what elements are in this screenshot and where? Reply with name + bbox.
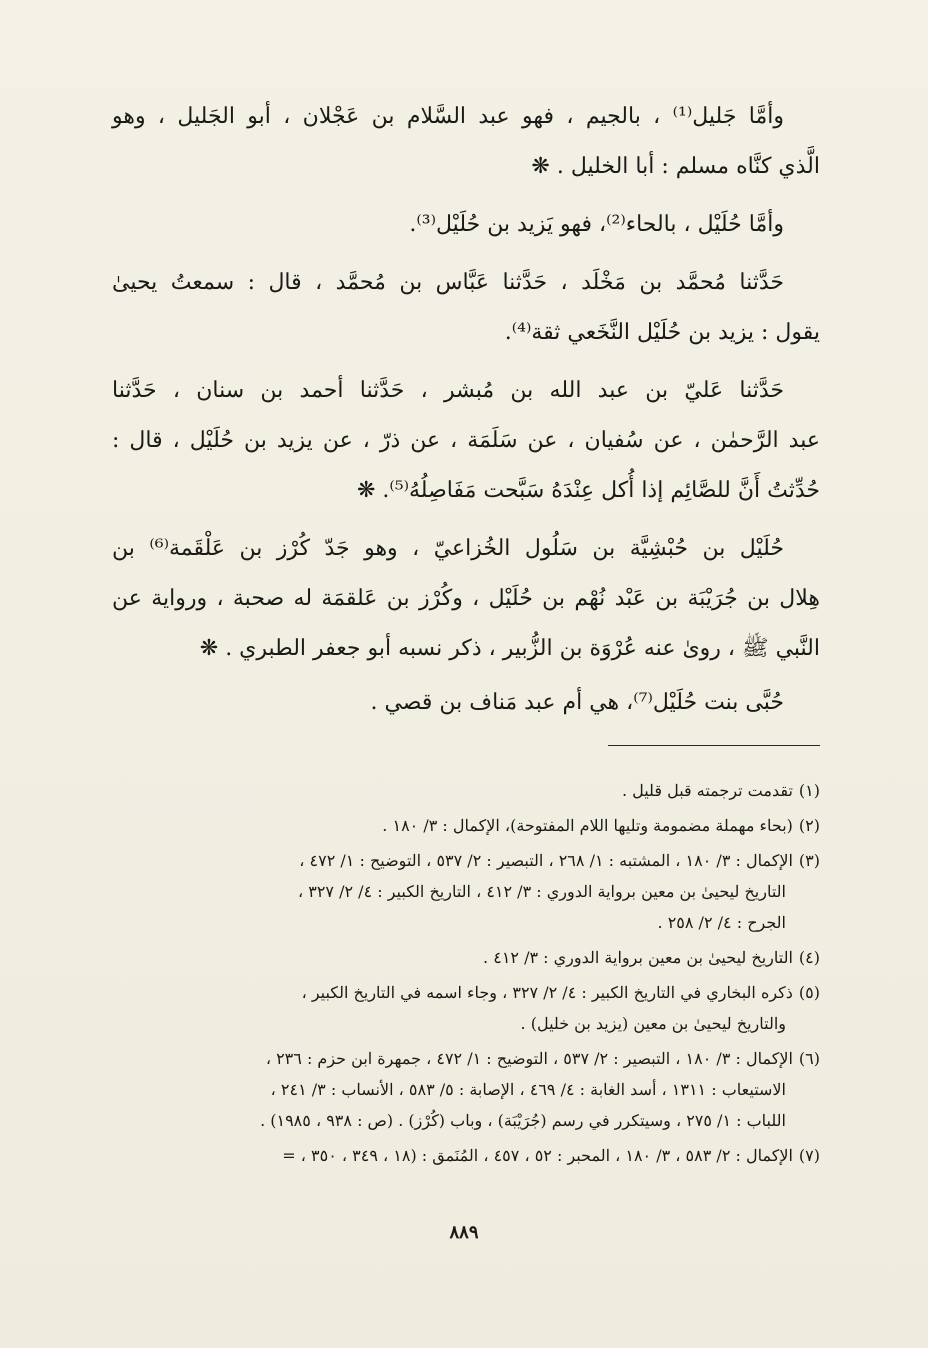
footnote-1	[112, 775, 820, 806]
footnote-text: التاريخ ليحيىٰ بن معين برواية الدوري : ٣/ ٤١٢ .	[483, 948, 793, 967]
footnote-number: (٤)	[798, 948, 820, 967]
footnote-number: (٣)	[798, 851, 820, 870]
footnote-divider	[608, 745, 820, 746]
footnote-number: (٧)	[798, 1146, 820, 1165]
footnote-3	[112, 845, 820, 938]
footnote-number: (٦)	[798, 1049, 820, 1068]
text-line: وأمَّا حُلَيْل ، بالحاء⁽²⁾، فهو يَزيد بن حُلَيْل⁽³⁾.	[409, 212, 784, 237]
paragraph-hulayl-bin-hubshiyya	[112, 524, 820, 674]
main-text	[112, 92, 820, 732]
paragraph-hadith-2	[112, 366, 820, 516]
footnote-text: والتاريخ ليحيىٰ بن معين (يزيد بن خليل) .	[520, 1014, 786, 1033]
footnote-2	[112, 810, 820, 841]
footnote-7	[112, 1140, 820, 1171]
footnote-number: (١)	[798, 781, 820, 800]
text-line: حُلَيْل بن حُبْشِيَّة بن سَلُول الخُزاعيّ ، وهو جَدّ كُرْز بن عَلْقَمة⁽⁶⁾ بن	[112, 536, 784, 561]
footnote-text: اللباب : ١/ ٢٧٥ ، وسيتكرر في رسم (جُرَيْبَة) ، وباب (كُرْز) . (ص : ٩٣٨ ، ١٩٨٥) .	[260, 1111, 786, 1130]
text-line: عبد الرَّحمٰن ، عن سُفيان ، عن سَلَمَة ، عن ذرّ ، عن يزيد بن حُلَيْل ، قال :	[112, 428, 820, 453]
footnote-text: الإكمال : ٣/ ١٨٠ ، التبصير : ٢/ ٥٣٧ ، التوضيح : ١/ ٤٧٢ ، جمهرة ابن حزم : ٢٣٦ ،	[265, 1049, 793, 1068]
footnote-text: الإكمال : ٣/ ١٨٠ ، المشتبه : ١/ ٢٦٨ ، التبصير : ٢/ ٥٣٧ ، التوضيح : ١/ ٤٧٢ ،	[299, 851, 793, 870]
text-line: حَدَّثنا عَليّ بن عبد الله بن مُبشر ، حَدَّثنا أحمد بن سنان ، حَدَّثنا	[112, 378, 784, 403]
text-line: الَّذي كنَّاه مسلم : أبا الخليل . ❋	[531, 154, 820, 179]
footnote-text: ذكره البخاري في التاريخ الكبير : ٤/ ٢/ ٣٢٧ ، وجاء اسمه في التاريخ الكبير ،	[301, 983, 793, 1002]
footnote-4	[112, 942, 820, 973]
text-line: يقول : يزيد بن حُلَيْل النَّخَعي ثقة⁽⁴⁾.	[504, 320, 820, 345]
text-line: هِلال بن جُرَيْبَة بن عَبْد نُهْم بن حُلَيْل ، وكُرْز بن عَلقمَة له صحبة ، ورواية عن	[112, 586, 820, 611]
footnotes	[112, 775, 820, 1175]
footnote-text: (بحاء مهملة مضمومة وتليها اللام المفتوحة)، الإكمال : ٣/ ١٨٠ .	[382, 816, 793, 835]
footnote-number: (٥)	[798, 983, 820, 1002]
text-line: النَّبي ﷺ ، روىٰ عنه عُرْوَة بن الزُّبير ، ذكر نسبه أبو جعفر الطبري . ❋	[199, 636, 820, 661]
footnote-text: التاريخ ليحيىٰ بن معين برواية الدوري : ٣/ ٤١٢ ، التاريخ الكبير : ٤/ ٢/ ٣٢٧ ،	[297, 882, 786, 901]
footnote-6	[112, 1043, 820, 1136]
text-line: حَدَّثنا مُحمَّد بن مَخْلَد ، حَدَّثنا عَبَّاس بن مُحمَّد ، قال : سمعتُ يحيىٰ	[112, 270, 784, 295]
footnote-text: الاستيعاب : ١٣١١ ، أسد الغابة : ٤/ ٤٦٩ ، الإصابة : ٥/ ٥٨٣ ، الأنساب : ٣/ ٢٤١ ،	[270, 1080, 786, 1099]
footnote-number: (٢)	[798, 816, 820, 835]
text-line: حُدِّثتُ أَنَّ للصَّائِم إذا أُكل عِنْدَهُ سَبَّحت مَفَاصِلُهُ⁽⁵⁾. ❋	[356, 478, 820, 503]
footnote-text: تقدمت ترجمته قبل قليل .	[621, 781, 793, 800]
paragraph-hadith-1	[112, 258, 820, 358]
footnote-text: الإكمال : ٢/ ٥٨٣ ، ٣/ ١٨٠ ، المحبر : ٥٢ ، ٤٥٧ ، المُنَمق : (١٨ ، ٣٤٩ ، ٣٥٠ ، =	[282, 1146, 793, 1165]
paragraph-hubba	[112, 678, 820, 728]
page-number: ٨٨٩	[449, 1222, 479, 1243]
footnote-5	[112, 977, 820, 1039]
text-line: حُبَّى بنت حُلَيْل⁽⁷⁾، هي أم عبد مَناف بن قصي .	[370, 690, 784, 715]
paragraph-jalil	[112, 92, 820, 192]
paragraph-hulayl	[112, 200, 820, 250]
footnote-text: الجرح : ٤/ ٢/ ٢٥٨ .	[657, 913, 786, 932]
text-line: وأمَّا جَليل⁽¹⁾ ، بالجيم ، فهو عبد السَّلام بن عَجْلان ، أبو الجَليل ، وهو	[112, 104, 784, 129]
